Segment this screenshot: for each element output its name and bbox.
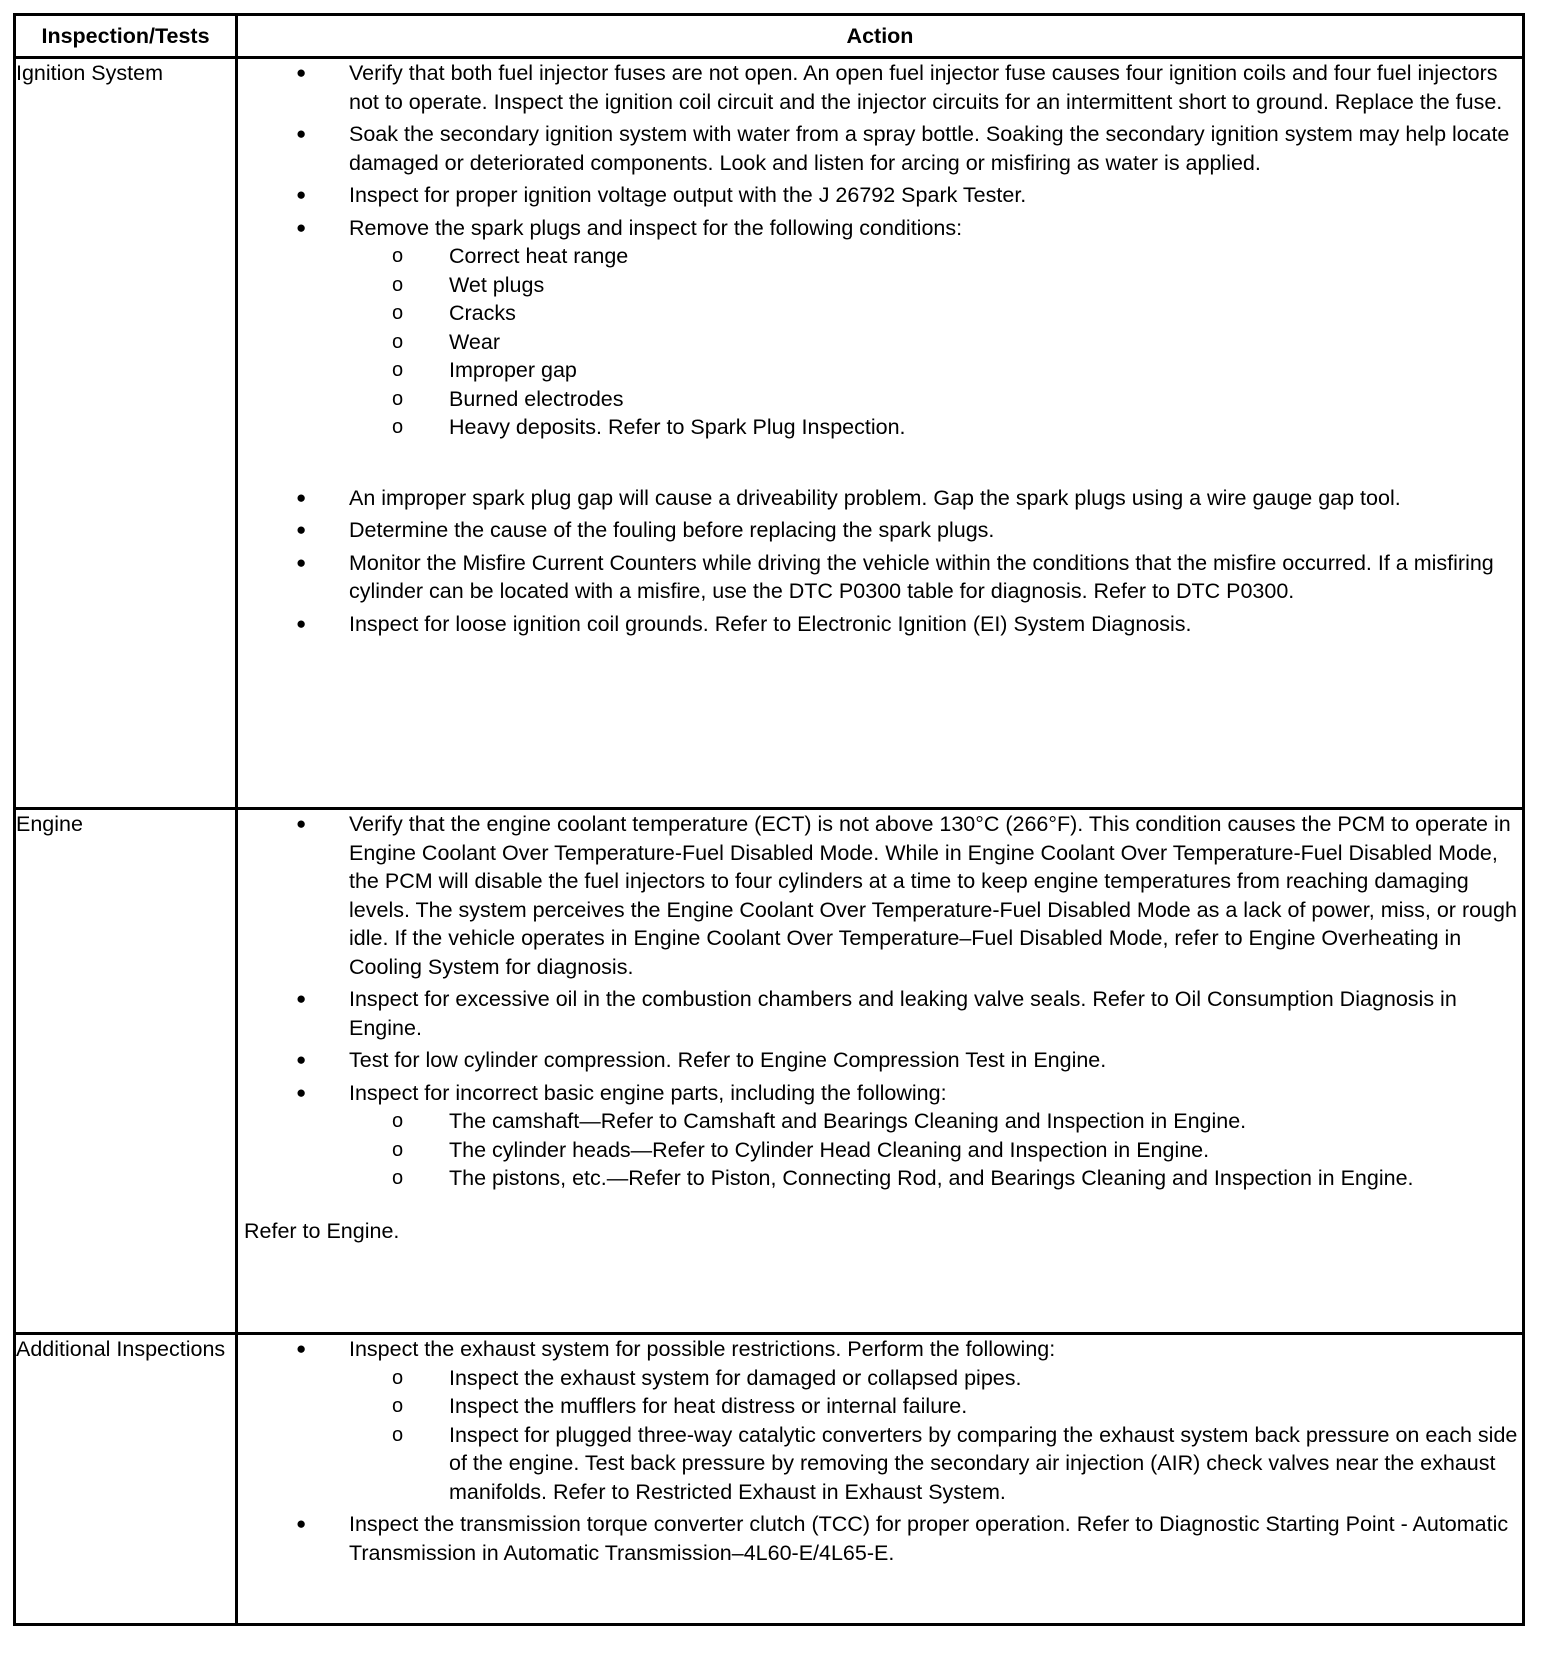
bullet-icon: ● [296, 1514, 307, 1533]
circle-bullet-icon: o [392, 273, 404, 296]
bullet-icon: ● [296, 552, 307, 572]
sub-list-item: o Inspect the mufflers for heat distress or internal failure. [238, 1392, 1522, 1421]
list-item: ● Soak the secondary ignition system with water from a spray bottle. Soaking the secondary ignition system may help locate damaged or deteriorated components. Look and listen for arcing or misfiring as water is applied. [296, 122, 1510, 175]
list-item: ● Inspect for incorrect basic engine parts, including the following: o The camshaft—Refer to Camshaft and Bearings Cleaning and Inspection in Engine. o The cylinder heads—Refer to Cylinder Head Cleaning and Inspection in Engine. o The pistons, etc.—Refer to Piston, Connecting Rod, and Bearings Cleaning and Inspection in Engine. [238, 1079, 1522, 1193]
table-row [15, 809, 1524, 1334]
bullet-icon: ● [296, 217, 307, 237]
list-item: ● Inspect for proper ignition voltage output with the J 26792 Spark Tester. [238, 181, 1522, 210]
action-cell [237, 1334, 1524, 1625]
bullet-icon: ● [296, 487, 307, 507]
circle-bullet-icon: o [392, 416, 404, 438]
list-item: ● Monitor the Misfire Current Counters while driving the vehicle within the conditions that the misfire occurred. If a misfiring cylinder can be located with a misfire, use the DTC P0300 table for diagnosis. Refer to DTC P0300. [296, 550, 1494, 603]
bullet-icon: ● [296, 63, 307, 82]
list-item: ● Inspect the exhaust system for possible restrictions. Perform the following: o Inspect the exhaust system for damaged or collapsed pipes. o Inspect the mufflers for heat distress or internal failure. o Inspect for plugged three-way catalytic converters by comparing the exhaust system back pressure on each side of the engine. Test back pressure by removing the secondary air injection (AIR) check valves near the exhaust manifolds. Refer to Restricted Exhaust in Exhaust System. [238, 1335, 1522, 1506]
sub-list-item: o Correct heat range [238, 242, 1522, 271]
circle-bullet-icon: o [392, 302, 404, 324]
bullet-list [238, 59, 1522, 442]
circle-bullet-icon: o [392, 1423, 404, 1446]
circle-bullet-icon: o [392, 1110, 404, 1132]
row-label: Engine [15, 809, 237, 1334]
bullet-icon: ● [296, 989, 307, 1008]
bullet-icon: ● [296, 613, 307, 633]
bullet-icon: ● [296, 1339, 307, 1358]
header-row [15, 15, 1524, 58]
row-label: Additional Inspections [15, 1334, 237, 1625]
circle-bullet-icon: o [392, 1167, 404, 1189]
sub-list-item: o Wear [238, 328, 1522, 357]
table-row [15, 1334, 1524, 1625]
list-item: ● Determine the cause of the fouling before replacing the spark plugs. [238, 516, 1522, 545]
sub-list-item: o Cracks [238, 299, 1522, 328]
sub-list-item: o Inspect for plugged three-way catalytic converters by comparing the exhaust system back pressure on each side of the engine. Test back pressure by removing the secondary air injection (AIR) check valves near the exhaust manifolds. Refer to Restricted Exhaust in Exhaust System. [392, 1422, 1518, 1504]
bullet-icon: ● [296, 1050, 307, 1069]
sub-list-item: o Heavy deposits. Refer to Spark Plug Inspection. [238, 413, 1522, 442]
sub-list-item: o The pistons, etc.—Refer to Piston, Connecting Rod, and Bearings Cleaning and Inspection in Engine. [238, 1164, 1522, 1193]
action-cell [237, 809, 1524, 1334]
circle-bullet-icon: o [392, 359, 404, 381]
sub-list [349, 1364, 1522, 1507]
circle-bullet-icon: o [392, 245, 404, 267]
bullet-list [238, 1335, 1522, 1567]
circle-bullet-icon: o [392, 330, 404, 353]
bullet-icon: ● [296, 520, 307, 539]
inspection-table [13, 13, 1525, 1626]
circle-bullet-icon: o [392, 387, 404, 410]
sub-list-item: o Improper gap [238, 356, 1522, 385]
bullet-icon: ● [296, 185, 307, 204]
list-item: ● Inspect for excessive oil in the combustion chambers and leaking valve seals. Refer to Oil Consumption Diagnosis in Engine. [296, 987, 1457, 1040]
circle-bullet-icon: o [392, 1366, 404, 1389]
sub-list-item: o The cylinder heads—Refer to Cylinder Head Cleaning and Inspection in Engine. [238, 1136, 1522, 1165]
bullet-icon: ● [296, 124, 307, 143]
sub-list-item: o Wet plugs [238, 271, 1522, 300]
list-item: ● An improper spark plug gap will cause a driveability problem. Gap the spark plugs using a wire gauge gap tool. [238, 484, 1522, 513]
sub-list-item: o The camshaft—Refer to Camshaft and Bearings Cleaning and Inspection in Engine. [238, 1107, 1522, 1136]
list-item: ● Verify that both fuel injector fuses are not open. An open fuel injector fuse causes four ignition coils and four fuel injectors not to operate. Inspect the ignition coil circuit and the injector circuits for an intermittent short to ground. Replace the fuse. [296, 61, 1503, 114]
bullet-icon: ● [296, 814, 307, 833]
action-cell [237, 58, 1524, 809]
table-row [15, 58, 1524, 809]
header-action: Action [237, 15, 1524, 58]
circle-bullet-icon: o [392, 1395, 404, 1417]
trailing-note: Refer to Engine. [244, 1218, 400, 1243]
bullet-icon: ● [296, 1082, 307, 1102]
circle-bullet-icon: o [392, 1138, 404, 1161]
sub-list [349, 242, 1522, 442]
row-label: Ignition System [15, 58, 237, 809]
list-item: ● Remove the spark plugs and inspect for the following conditions: o Correct heat range o Wet plugs o Cracks o Wear o Improper gap o Burned electrodes o Heavy deposits. Refer to Spark Plug Inspection. [238, 214, 1522, 442]
list-item: ● Inspect the transmission torque converter clutch (TCC) for proper operation. Refer to Diagnostic Starting Point - Automatic Transmission in Automatic Transmission–4L60-E/4L65-E. [296, 1512, 1509, 1565]
list-item: ● Verify that the engine coolant temperature (ECT) is not above 130°C (266°F). This condition causes the PCM to operate in Engine Coolant Over Temperature-Fuel Disabled Mode. While in Engine Coolant Over Temperature-Fuel Disabled Mode, the PCM will disable the fuel injectors to four cylinders at a time to keep engine temperatures from reaching damaging levels. The system perceives the Engine Coolant Over Temperature-Fuel Disabled Mode as a lack of power, miss, or rough idle. If the vehicle operates in Engine Coolant Over Temperature–Fuel Disabled Mode, refer to Engine Overheating in Cooling System for diagnosis. [296, 812, 1517, 979]
list-item: ● Inspect for loose ignition coil grounds. Refer to Electronic Ignition (EI) System Diagnosis. [238, 610, 1522, 639]
sub-list-item: o Burned electrodes [238, 385, 1522, 414]
bullet-list [238, 810, 1522, 1193]
bullet-list [238, 484, 1522, 639]
sub-list [349, 1107, 1522, 1193]
header-inspection-tests: Inspection/Tests [15, 15, 237, 58]
list-item: ● Test for low cylinder compression. Refer to Engine Compression Test in Engine. [238, 1046, 1522, 1075]
sub-list-item: o Inspect the exhaust system for damaged or collapsed pipes. [238, 1364, 1522, 1393]
